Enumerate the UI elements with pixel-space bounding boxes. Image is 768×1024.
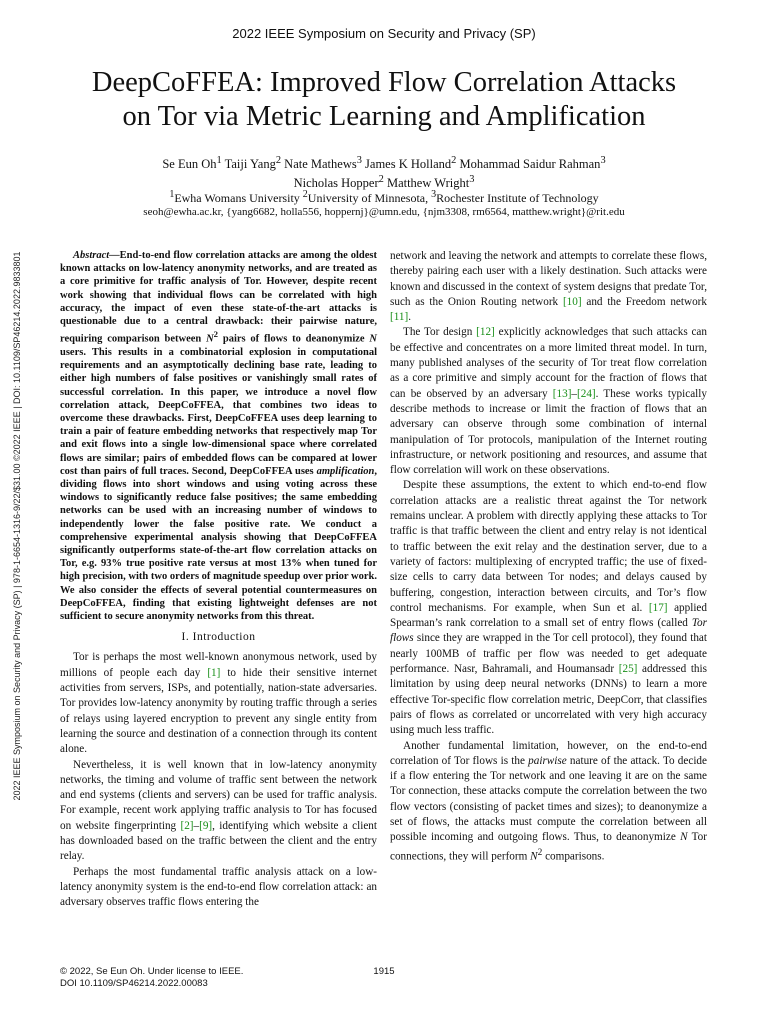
title-line-1: DeepCoFFEA: Improved Flow Correlation Attacks xyxy=(91,67,677,98)
citation-link[interactable]: [17] xyxy=(648,601,668,614)
author-name: Nicholas Hopper xyxy=(293,176,379,191)
title-line-2: on Tor via Metric Learning and Amplification xyxy=(122,101,646,132)
sidebar-doi-stamp: 2022 IEEE Symposium on Security and Privacy (SP) | 978-1-6654-1316-9/22/$31.00 ©2022 IEEE | DOI: 10.1109/SP46214.2022.9833801 xyxy=(12,251,22,801)
intro-paragraph: Nevertheless, it is well known that in low-latency anonymity networks, the timing and volume of traffic sent between the network and end systems (clients and servers) can be used for traffic analysis. For example, recent work applying traffic analysis to Tor has focused on website fingerprinting [2]–[9], identifying which website a client has downloaded based on the traffic between the client and the entry relay. xyxy=(60,758,377,863)
paper-title xyxy=(40,66,728,134)
citation-link[interactable]: [25] xyxy=(618,663,638,676)
abstract: Abstract—End-to-end flow correlation attacks are among the oldest known attacks on low-latency anonymity networks, and are treated as a core primitive for traffic analysis of Tor. However, despite recent work showing that individual flows can be correlated with high accuracy, the impact of even these state-of-the-art attacks is questionable due to a central drawback: their pairwise nature, requiring comparison between $N^2$ pairs of flows to deanonymize N users. This results in a combinatorial explosion in computational requirements and an asymptotically declining base rate, leading to either high numbers of false positives or vanishingly small rates of successful correlation. In this paper, we introduce a novel flow correlation attack, DeepCoFFEA, that combines two ideas to overcome these drawbacks. First, DeepCoFFEA uses deep learning to train a pair of feature embedding networks that respectively map Tor and exit flows into a single low-dimensional space where correlated flows are similar; pairs of embedded flows can be compared at lower cost than pairs of full traces. Second, DeepCoFFEA uses amplification, dividing flows into short windows and using voting across these windows to significantly reduce false positives; the same embedding networks can be used with an increasing number of windows to independently lower the false positive rate. We conduct a comprehensive experimental analysis showing that DeepCoFFEA significantly outperforms state-of-the-art flow correlation attacks on Tor, e.g. 93% true positive rate versus at most 13% when tuned for high precision, with two orders of magnitude speedup over prior work. We also consider the effects of several potential countermeasures on DeepCoFFEA, finding that existing lightweight defenses are not sufficient to secure anonymity networks from this threat. xyxy=(60,250,377,622)
author-list: Se Eun Oh$^1$ Taiji Yang$^2$ Nate Mathews$^3$ James K Holland$^2$ Mohammad Saidur Rahman$^3$ Nicholas Hopper$^2$ Matthew Wright$^3$ xyxy=(162,155,606,191)
copyright-line: © 2022, Se Eun Oh. Under license to IEEE. xyxy=(60,966,244,977)
author-emails: seoh@ewha.ac.kr, {yang6682, holla556, hoppernj}@umn.edu, {njm3308, rm6564, matthew.wright}@rit.edu xyxy=(143,206,625,218)
intro-paragraph: Tor is perhaps the most well-known anonymous network, used by millions of people each day [1] to hide their sensitive internet activities from servers, ISPs, and potentially, nation-state adversaries. Tor provides low-latency anonymity by routing traffic through a series of relays using layered encryption to prevent any single entity from learning the source and destination of a connection through its content alone. xyxy=(60,651,377,756)
intro-paragraph: Despite these assumptions, the extent to which end-to-end flow correlation attacks are a realistic threat against the Tor network remains unclear. A problem with directly applying these attacks to Tor traffic is that traffic between the client and entry relay is not identical to traffic between the exit relay and the destination server, due to a variety of factors: multiplexing of encrypted traffic; the use of fixed-size cells to carry data between Tor nodes; and delays caused by buffering, congestion, interaction between circuits, and Tor’s flow control mechanisms. For example, when Sun et al. [17] applied Spearman’s rank correlation to a small set of entry flows (called Tor flows since they are wrapped in the Tor cell protocol), they found that nearly 100MB of traffic per flow was needed to get adequate performance. Nasr, Bahramali, and Houmansadr [25] addressed this limitation by using deep neural networks (DNNs) to learn a more effective Tor-specific flow correlation metric, DeepCorr, that classifies pairs of flows as correlated or uncorrelated with very high accuracy using much less traffic. xyxy=(390,479,707,737)
section-heading-introduction: I. Introduction xyxy=(181,631,256,644)
citation-link[interactable]: [11] xyxy=(390,311,409,324)
affiliations: $^1$Ewha Womans University $^2$University of Minnesota, $^3$Rochester Institute of Technology xyxy=(169,189,599,205)
author-name: Se Eun Oh xyxy=(162,157,217,172)
author-name: Mohammad Saidur Rahman xyxy=(459,157,601,172)
abstract-label: Abstract xyxy=(73,250,110,261)
intro-paragraph: The Tor design [12] explicitly acknowledges that such attacks can be effective and concentrates on a more limited threat model. In turn, many published analyses of the security of Tor treat flow correlation as a core primitive and simply account for the fraction of flows that can be observed by an adversary [13]–[24]. These works typically describe methods to increase or limit the fraction of flows that an adversary can observe through some combination of internal manipulation of Tor protocols, manipulation of the Internet routing infrastructure, or network positioning and resources, and assume that flow correlation will work on these observations. xyxy=(390,326,707,477)
author-name: Matthew Wright xyxy=(386,176,470,191)
citation-link[interactable]: [2] xyxy=(180,819,194,832)
page-number: 1915 xyxy=(373,966,395,977)
author-name: Taiji Yang xyxy=(224,157,276,172)
left-column xyxy=(60,249,377,911)
intro-paragraph: network and leaving the network and attempts to correlate these flows, thereby pairing each user with a likely destination. Such attacks were known and discussed in the context of system designs that predate Tor, such as the Onion Routing network [10] and the Freedom network [11]. xyxy=(390,250,707,324)
author-name: James K Holland xyxy=(365,157,452,172)
citation-link[interactable]: [9] xyxy=(199,819,213,832)
citation-link[interactable]: [1] xyxy=(207,666,221,679)
citation-link[interactable]: [10] xyxy=(562,295,582,308)
citation-link[interactable]: [12] xyxy=(476,326,495,339)
citation-link[interactable]: [24] xyxy=(577,387,596,400)
doi-line: DOI 10.1109/SP46214.2022.00083 xyxy=(60,978,208,989)
right-column xyxy=(390,249,707,865)
intro-paragraph: Perhaps the most fundamental traffic analysis attack on a low-latency anonymity system is the end-to-end flow correlation attack: an adversary observes traffic flows entering the xyxy=(60,865,377,909)
author-name: Nate Mathews xyxy=(284,157,357,172)
conference-header: 2022 IEEE Symposium on Security and Privacy (SP) xyxy=(232,26,536,41)
citation-link[interactable]: [13] xyxy=(552,387,572,400)
intro-paragraph: Another fundamental limitation, however, on the end-to-end correlation of Tor flows is the pairwise nature of the attack. To decide if a flow entering the Tor network and one leaving it are on the same Tor connection, these attacks compute the correlation between the two flow vectors (consisting of packet times and sizes); to deanonymize a set of flows, the attacks must compute the correlation between all possible incoming and outgoing flows. Thus, to deanonymize N Tor connections, they will perform $N^2$ comparisons. xyxy=(390,739,707,863)
